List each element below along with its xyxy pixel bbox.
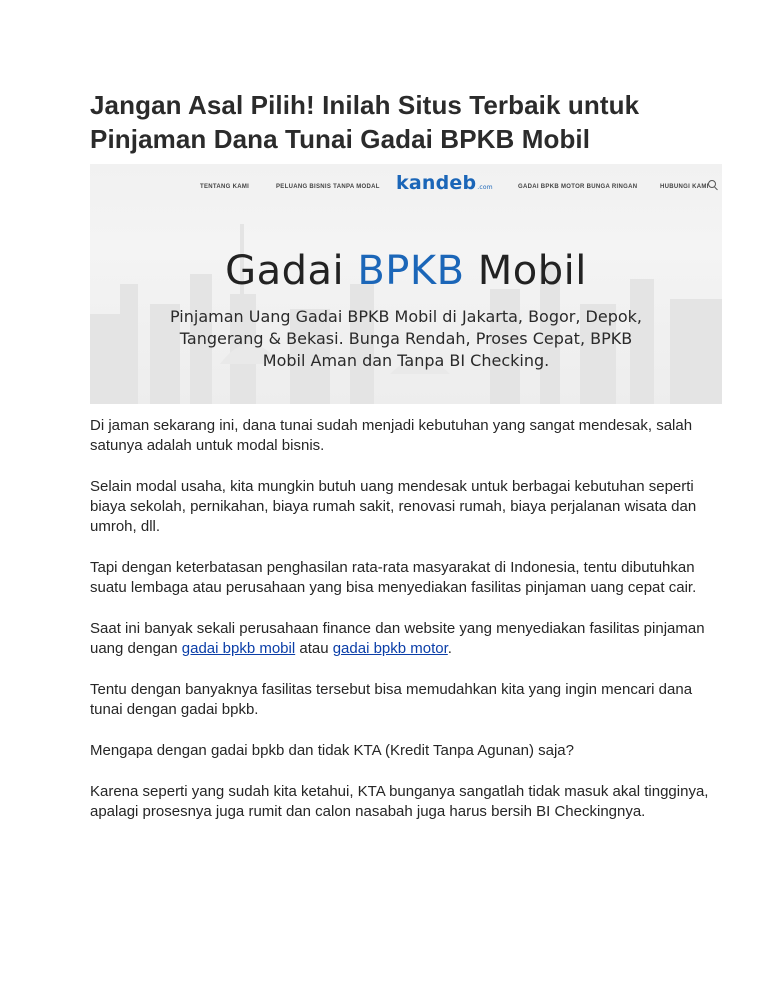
logo-text: kandeb bbox=[396, 172, 477, 194]
hero-nav-motor: GADAI BPKB MOTOR BUNGA RINGAN bbox=[518, 184, 638, 190]
hero-heading-accent: BPKB bbox=[357, 248, 465, 294]
paragraph-4-text-after: . bbox=[447, 640, 452, 657]
hero-subheading-line3: Mobil Aman dan Tanpa BI Checking. bbox=[262, 351, 550, 370]
hero-nav-contact: HUBUNGI KAMI bbox=[660, 184, 709, 190]
paragraph-4-text-middle: atau bbox=[295, 640, 333, 657]
hero-heading-part1: Gadai bbox=[225, 248, 358, 294]
logo-suffix: .com bbox=[477, 184, 493, 191]
article-body bbox=[90, 416, 722, 822]
hero-nav-about: TENTANG KAMI bbox=[200, 184, 250, 190]
link-gadai-bpkb-motor[interactable]: gadai bpkb motor bbox=[332, 640, 448, 657]
document-title: Jangan Asal Pilih! Inilah Situs Terbaik untuk Pinjaman Dana Tunai Gadai BPKB Mobil bbox=[90, 90, 640, 154]
link-gadai-bpkb-mobil[interactable]: gadai bpkb mobil bbox=[181, 640, 296, 657]
paragraph-5: Tentu dengan banyaknya fasilitas tersebut bisa memudahkan kita yang ingin mencari dana tunai dengan gadai bpkb. bbox=[90, 681, 693, 718]
paragraph-2: Selain modal usaha, kita mungkin butuh uang mendesak untuk berbagai kebutuhan seperti biaya sekolah, pernikahan, biaya rumah sakit, renovasi rumah, biaya perjalanan wisata dan umroh, dll. bbox=[90, 478, 697, 535]
search-icon bbox=[708, 180, 716, 188]
hero-subheading bbox=[90, 306, 722, 372]
paragraph-4 bbox=[90, 619, 722, 659]
paragraph-3: Tapi dengan keterbatasan penghasilan rata-rata masyarakat di Indonesia, tentu dibutuhkan suatu lembaga atau perusahaan yang bisa menyediakan fasilitas pinjaman uang cepat cair. bbox=[90, 559, 697, 596]
hero-subheading-line1: Pinjaman Uang Gadai BPKB Mobil di Jakarta, Bogor, Depok, bbox=[170, 307, 642, 326]
paragraph-7: Karena seperti yang sudah kita ketahui, KTA bunganya sangatlah tidak masuk akal tingginya, apalagi prosesnya juga rumit dan calon nasabah juga harus bersih BI Checkingnya. bbox=[90, 783, 709, 820]
hero-heading-part2: Mobil bbox=[464, 248, 587, 294]
paragraph-1: Di jaman sekarang ini, dana tunai sudah menjadi kebutuhan yang sangat mendesak, salah satunya adalah untuk modal bisnis. bbox=[90, 417, 693, 454]
kandeb-logo bbox=[396, 172, 493, 194]
hero-banner-image bbox=[90, 164, 722, 404]
paragraph-4-text-before: Saat ini banyak sekali perusahaan finance dan website yang menyediakan fasilitas pinjaman uang dengan bbox=[90, 620, 705, 657]
hero-nav-bisnis: PELUANG BISNIS TANPA MODAL bbox=[276, 184, 380, 190]
hero-heading bbox=[90, 248, 722, 294]
paragraph-6: Mengapa dengan gadai bpkb dan tidak KTA (Kredit Tanpa Agunan) saja? bbox=[90, 742, 574, 759]
document-page bbox=[90, 88, 722, 843]
hero-subheading-line2: Tangerang & Bekasi. Bunga Rendah, Proses Cepat, BPKB bbox=[179, 329, 633, 348]
